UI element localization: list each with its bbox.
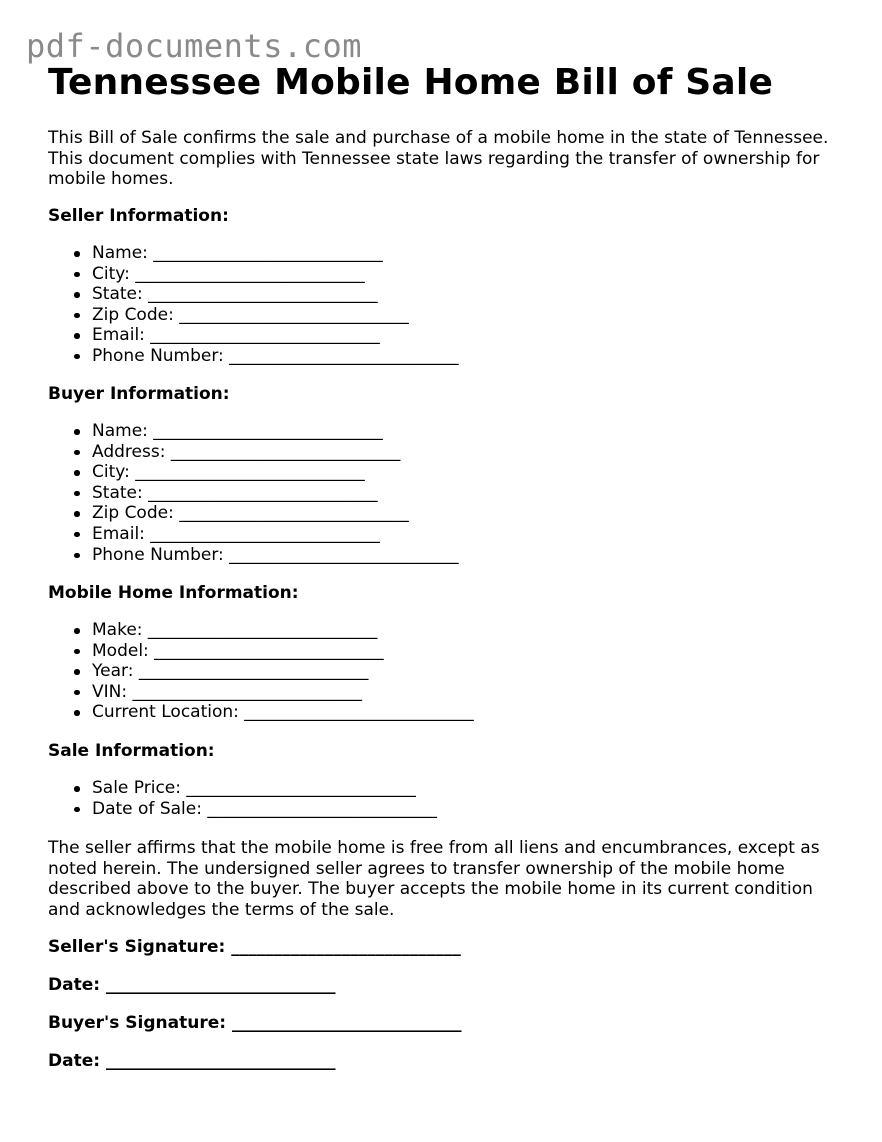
mobile-home-make-field[interactable]: Make: ___________________________ <box>92 620 848 641</box>
mobile-home-vin-field[interactable]: VIN: ___________________________ <box>92 682 848 703</box>
buyer-name-field[interactable]: Name: ___________________________ <box>92 421 848 442</box>
seller-city-field[interactable]: City: ___________________________ <box>92 264 848 285</box>
buyer-zip-field[interactable]: Zip Code: ___________________________ <box>92 503 848 524</box>
buyer-email-field[interactable]: Email: ___________________________ <box>92 524 848 545</box>
sale-heading: Sale Information: <box>48 741 215 761</box>
buyer-section <box>48 384 848 565</box>
document-title: Tennessee Mobile Home Bill of Sale <box>48 62 774 103</box>
document-page <box>48 62 848 1071</box>
sale-date-field[interactable]: Date of Sale: ___________________________ <box>92 799 848 820</box>
seller-field-list <box>48 243 848 367</box>
mobile-home-heading: Mobile Home Information: <box>48 583 299 603</box>
seller-email-field[interactable]: Email: ___________________________ <box>92 325 848 346</box>
sale-section <box>48 741 848 819</box>
mobile-home-model-field[interactable]: Model: ___________________________ <box>92 641 848 662</box>
affirmation-paragraph: The seller affirms that the mobile home is free from all liens and encumbrances, except as noted herein. The undersigned seller agrees to transfer ownership of the mobile home described above to the buyer. The buyer accepts the mobile home in its current condition and acknowledges the terms of the sale. <box>48 838 820 920</box>
seller-phone-field[interactable]: Phone Number: ___________________________ <box>92 346 848 367</box>
buyer-state-field[interactable]: State: ___________________________ <box>92 483 848 504</box>
seller-state-field[interactable]: State: ___________________________ <box>92 284 848 305</box>
intro-paragraph: This Bill of Sale confirms the sale and purchase of a mobile home in the state of Tennessee. This document complies with Tennessee state laws regarding the transfer of ownership for mobile homes. <box>48 128 829 190</box>
seller-section <box>48 206 848 367</box>
buyer-phone-field[interactable]: Phone Number: ___________________________ <box>92 545 848 566</box>
seller-name-field[interactable]: Name: ___________________________ <box>92 243 848 264</box>
buyer-signature-field[interactable]: Buyer's Signature: ___________________________ <box>48 1013 462 1033</box>
buyer-date-field[interactable]: Date: ___________________________ <box>48 1051 336 1071</box>
buyer-field-list <box>48 421 848 565</box>
watermark-text: pdf-documents.com <box>26 27 363 65</box>
mobile-home-section <box>48 583 848 723</box>
seller-signature-field[interactable]: Seller's Signature: ___________________________ <box>48 937 461 957</box>
sale-price-field[interactable]: Sale Price: ___________________________ <box>92 778 848 799</box>
buyer-heading: Buyer Information: <box>48 384 230 404</box>
sale-field-list <box>48 778 848 819</box>
mobile-home-field-list <box>48 620 848 723</box>
seller-heading: Seller Information: <box>48 206 229 226</box>
mobile-home-year-field[interactable]: Year: ___________________________ <box>92 661 848 682</box>
buyer-address-field[interactable]: Address: ___________________________ <box>92 442 848 463</box>
affirmation-section <box>48 838 848 920</box>
seller-date-field[interactable]: Date: ___________________________ <box>48 975 336 995</box>
mobile-home-location-field[interactable]: Current Location: ___________________________ <box>92 702 848 723</box>
seller-zip-field[interactable]: Zip Code: ___________________________ <box>92 305 848 326</box>
buyer-city-field[interactable]: City: ___________________________ <box>92 462 848 483</box>
